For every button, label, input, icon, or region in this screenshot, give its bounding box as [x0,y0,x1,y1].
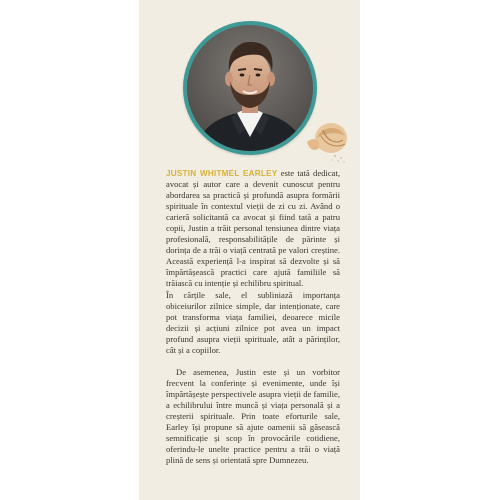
decorative-shell-illustration [303,112,357,168]
bio-paragraph-1 [166,168,340,290]
author-portrait-image [187,25,313,151]
author-bio [166,168,340,466]
bio-paragraph-3: De asemenea, Justin este și un vorbitor frecvent la conferințe și evenimente, unde își împărtășește perspectivele asupra vieții de familie, a echilibrului între muncă și viața personală și a creșterii spirituale. Prin toate eforturile sale, Earley își propune să ajute oamenii să găsească semnificație și scop în provocările cotidiene, oferindu-le unelte practice pentru a trăi o viață plină de sens și orientată spre Dumnezeu. [166,366,340,466]
bio-paragraph-2: În cărțile sale, el subliniază importanța obiceiurilor zilnice simple, dar intenționate, care pot transforma viața familiei, deoarece micile decizii și acțiuni zilnice pot avea un impact profund asupra vieții spirituale, atât a părinților, cât și a copiilor. [166,289,340,355]
author-portrait [187,25,313,151]
author-name: JUSTIN WHITMEL EARLEY [166,169,278,178]
bio-paragraph-1-text: este tată dedicat, avocat și autor care a devenit cunoscut pentru abordarea sa practică și profundă asupra formării spirituale în contextul vieții de zi cu zi. Având o carieră solicitantă ca avocat și fiind tată a patru copii, Justin a trăit personal tensiunea dintre viața profesională, responsabilitățile de părinte și dorința de a trăi o viață centrată pe valori creștine. Această experiență l-a inspirat să dezvolte și să împărtășească practici care ajută familiile să trăiască cu intenție și echilibru spiritual. [166,168,340,289]
author-portrait-frame [183,21,317,155]
